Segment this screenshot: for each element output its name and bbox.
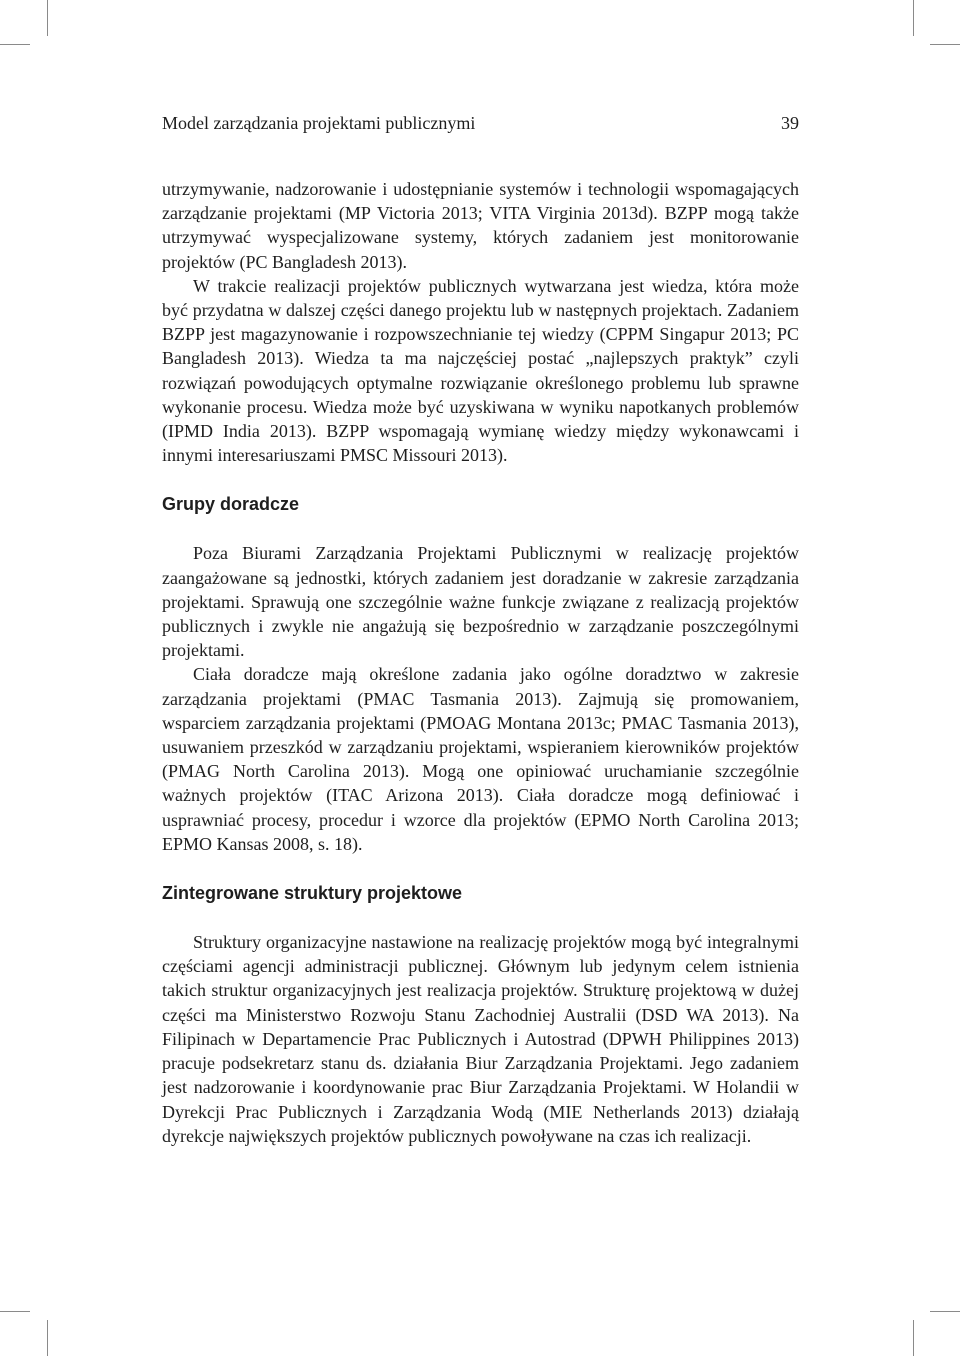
section-heading-grupy-doradcze: Grupy doradcze <box>162 494 300 515</box>
paragraph-3: Poza Biurami Zarządzania Projektami Publicznymi w realizację projektów zaangażowane są jednostki, których zadaniem jest doradzanie w zakresie zarządzania projektami. Sprawują one szczególnie ważne funkcje związane z realizacją projektów publicznych i zwykle nie angażują się bezpośrednio w zarządzanie poszczególnymi projektami. <box>162 543 799 661</box>
crop-mark-bottom-right-vertical <box>913 1320 914 1356</box>
section-heading-zintegrowane-struktury: Zintegrowane struktury projektowe <box>162 883 463 904</box>
page-number: 39 <box>781 113 799 133</box>
running-header <box>162 110 799 136</box>
crop-mark-top-left-horizontal <box>0 44 30 45</box>
running-title: Model zarządzania projektami publicznymi <box>162 113 476 133</box>
crop-mark-top-right-horizontal <box>930 44 960 45</box>
crop-mark-bottom-left-horizontal <box>0 1311 30 1312</box>
paragraph-2: W trakcie realizacji projektów publicznych wytwarzana jest wiedza, która może być przydatna w dalszej części danego projektu lub w następnych projektach. Zadaniem BZPP jest magazynowanie i rozpowszechnianie tej wiedzy (CPPM Singapur 2013; PC Bangladesh 2013). Wiedza ta ma najczęściej postać „najlepszych praktyk” czyli rozwiązań powodujących optymalne rozwiązanie określonego problemu lub sprawne wykonanie procesu. Wiedza może być uzyskiwana w wyniku napotkanych problemów (IPMD India 2013). BZPP wspomagają wymianę wiedzy między wykonawcami i innymi interesariuszami PMSC Missouri 2013). <box>162 275 799 466</box>
page-body <box>162 177 799 1148</box>
crop-mark-bottom-right-horizontal <box>930 1311 960 1312</box>
crop-mark-bottom-left-vertical <box>47 1320 48 1356</box>
paragraph-1: utrzymywanie, nadzorowanie i udostępnianie systemów i technologii wspomagających zarządzanie projektami (MP Victoria 2013; VITA Virginia 2013d). BZPP mogą także utrzymywać wyspecjalizowane systemy, których zadaniem jest monitorowanie projektów (PC Bangladesh 2013). <box>162 179 799 272</box>
paragraph-5: Struktury organizacyjne nastawione na realizację projektów mogą być integralnymi częściami agencji administracji publicznej. Głównym lub jedynym celem istnienia takich struktur organizacyjnych jest realizacja projektów. Strukturę projektową w dużej części ma Ministerstwo Rozwoju Stanu Zachodniej Australii (DSD WA 2013). Na Filipinach w Departamencie Prac Publicznych i Autostrad (DPWH Philippines 2013) pracuje podsekretarz stanu ds. działania Biur Zarządzania Projektami. Jego zadaniem jest nadzorowanie i koordynowanie prac Biur Zarządzania Projektami. W Holandii w Dyrekcji Prac Publicznych i Zarządzania Wodą (MIE Netherlands 2013) działają dyrekcje największych projektów publicznych powoływane na czas ich realizacji. <box>162 932 799 1146</box>
crop-mark-top-right-vertical <box>913 0 914 36</box>
crop-mark-top-left-vertical <box>47 0 48 36</box>
paragraph-4: Ciała doradcze mają określone zadania jako ogólne doradztwo w zakresie zarządzania projektami (PMAC Tasmania 2013). Zajmują się promowaniem, wsparciem zarządzania projektami (PMOAG Montana 2013c; PMAC Tasmania 2013), usuwaniem przeszkód w zarządzaniu projektami, wspieraniem kierowników projektów (PMAG North Carolina 2013). Mogą one opiniować uruchamianie szczególnie ważnych projektów (ITAC Arizona 2013). Ciała doradcze mogą definiować i usprawniać procesy, procedur i wzorce dla projektów (EPMO North Carolina 2013; EPMO Kansas 2008, s. 18). <box>162 664 799 854</box>
